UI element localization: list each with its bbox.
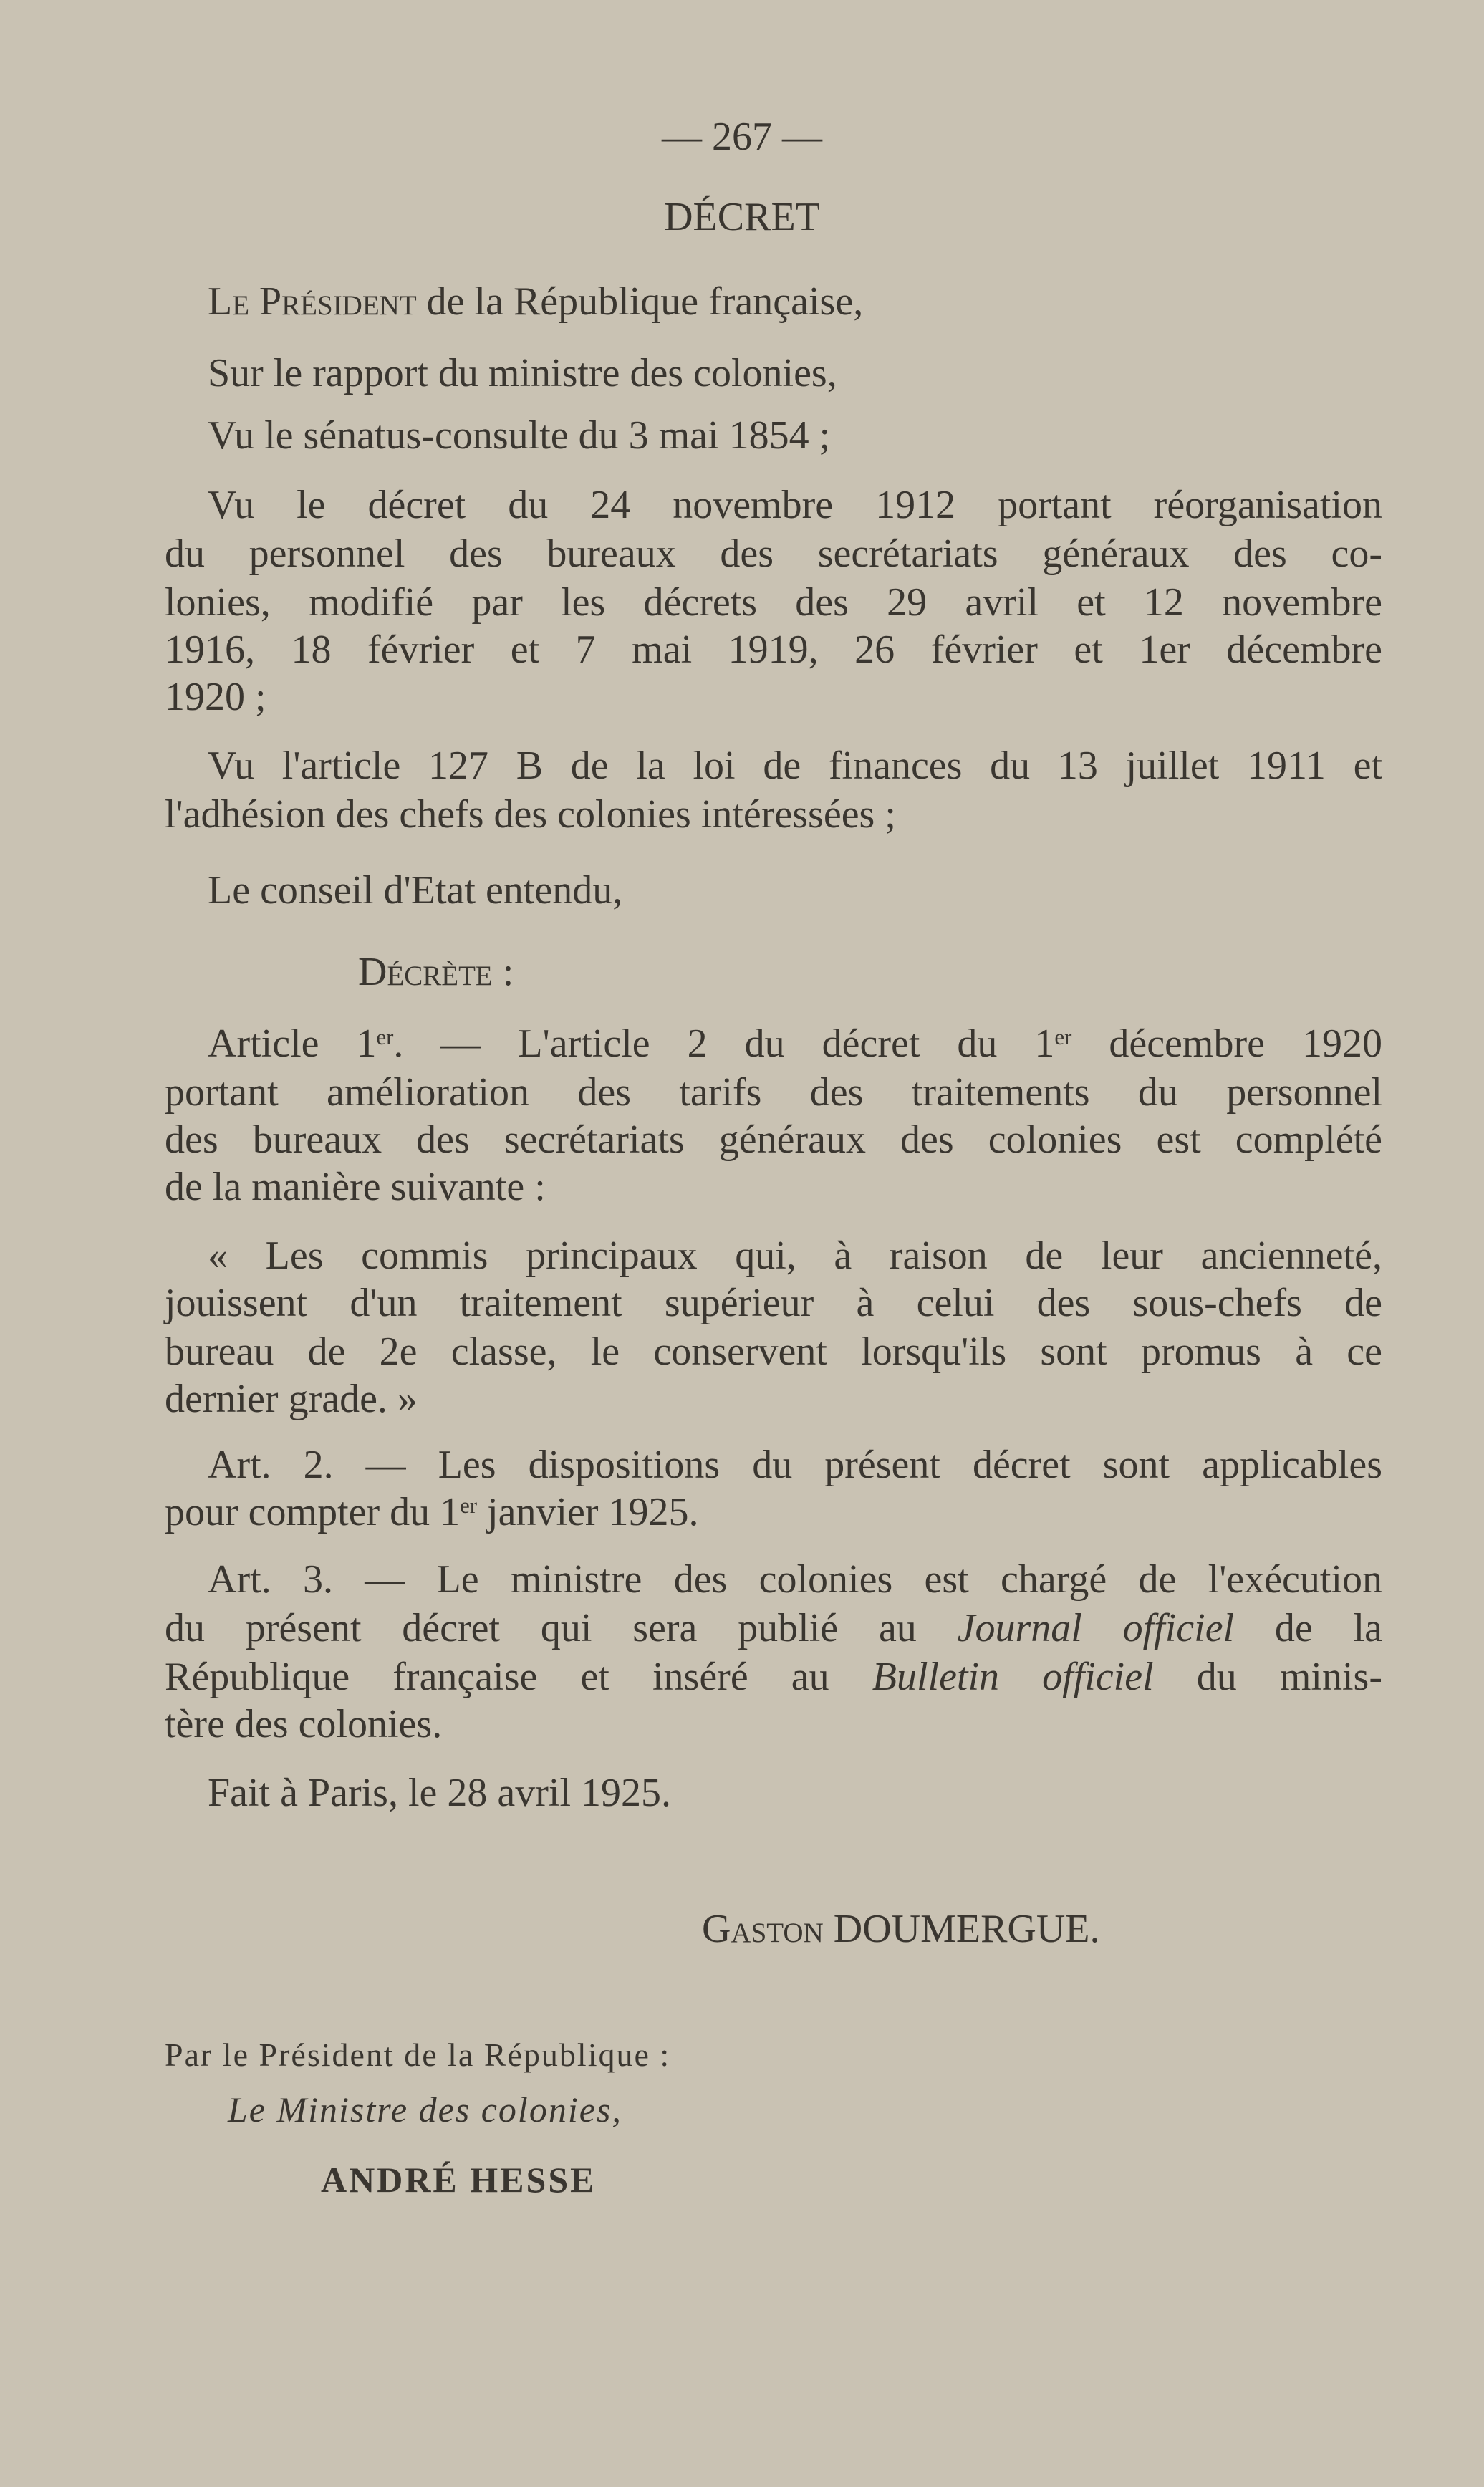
article2-line: Art. 2. — Les dispositions du présent décret sont applicables [208,1443,1382,1487]
vu-decret-line: lonies, modifié par les décrets des 29 avril et 12 novembre [165,580,1382,625]
article2-sup: er [460,1493,478,1519]
article1-line: des bureaux des secrétariats généraux des colonies est complété [165,1117,1382,1162]
signature-last: DOUMERGUE. [833,1907,1100,1951]
vu-article-line: Vu l'article 127 B de la loi de finances du 13 juillet 1911 et [208,744,1382,788]
vu-decret-line: 1920 ; [165,675,266,719]
article3-line: tère des colonies. [165,1702,443,1746]
article1-line: portant amélioration des tarifs des traitements du personnel [165,1070,1382,1115]
article1-sup: er [376,1025,394,1050]
article3-line [165,1605,1382,1652]
preamble-senatus: Vu le sénatus-consulte du 3 mai 1854 ; [208,413,831,458]
article1-b: . — L'article 2 du décret du 1 [393,1021,1055,1066]
countersign-title: Le Ministre des colonies, [228,2089,622,2130]
article1-line: de la manière suivante : [165,1165,546,1209]
vu-article-line: l'adhésion des chefs des colonies intéressées ; [165,792,896,837]
vu-decret-line: Vu le décret du 24 novembre 1912 portant réorganisation [208,483,1382,527]
quote-line: jouissent d'un traitement supérieur à celui des sous-chefs de [165,1281,1382,1325]
bulletin-officiel: Bulletin officiel [872,1655,1154,1699]
quote-line: bureau de 2e classe, le conservent lorsqu'ils sont promus à ce [165,1329,1382,1374]
article2-b: janvier 1925. [477,1490,699,1534]
article1-c: décembre 1920 [1071,1021,1382,1066]
page-number: — 267 — [662,115,822,159]
countersign-name: ANDRÉ HESSE [321,2160,597,2200]
countersign-by: Par le Président de la République : [165,2036,671,2073]
article2-a: pour compter du 1 [165,1490,461,1534]
decrete-label: Décrète : [358,950,514,994]
article3-l3b: du minis- [1153,1655,1382,1699]
preamble-rapport: Sur le rapport du ministre des colonies, [208,351,837,395]
signature [702,1905,1100,1953]
conseil-line: Le conseil d'Etat entendu, [208,868,623,913]
president-label: Le Président [208,279,417,324]
president-rest: de la République française, [416,279,864,324]
article2-line [165,1488,699,1536]
done-at: Fait à Paris, le 28 avril 1925. [208,1771,672,1815]
article3-line [165,1653,1382,1701]
preamble-president [208,278,863,325]
decree-heading: DÉCRET [664,195,820,239]
journal-officiel: Journal officiel [957,1606,1235,1650]
vu-decret-line: 1916, 18 février et 7 mai 1919, 26 février et 1er décembre [165,627,1382,672]
signature-first: Gaston [702,1907,824,1951]
article3-l2a: du présent décret qui sera publié au [165,1606,958,1650]
quote-line: « Les commis principaux qui, à raison de leur ancienneté, [208,1233,1382,1278]
article3-l3a: République française et inséré au [165,1655,872,1699]
article1-sup2: er [1054,1025,1072,1050]
quote-line: dernier grade. » [165,1377,418,1421]
article1-a: Article 1 [208,1021,377,1066]
vu-decret-line: du personnel des bureaux des secrétariats généraux des co- [165,531,1382,576]
article3-l2b: de la [1234,1606,1382,1650]
article3-line: Art. 3. — Le ministre des colonies est chargé de l'exécution [208,1557,1382,1602]
article1-line [208,1020,1382,1067]
